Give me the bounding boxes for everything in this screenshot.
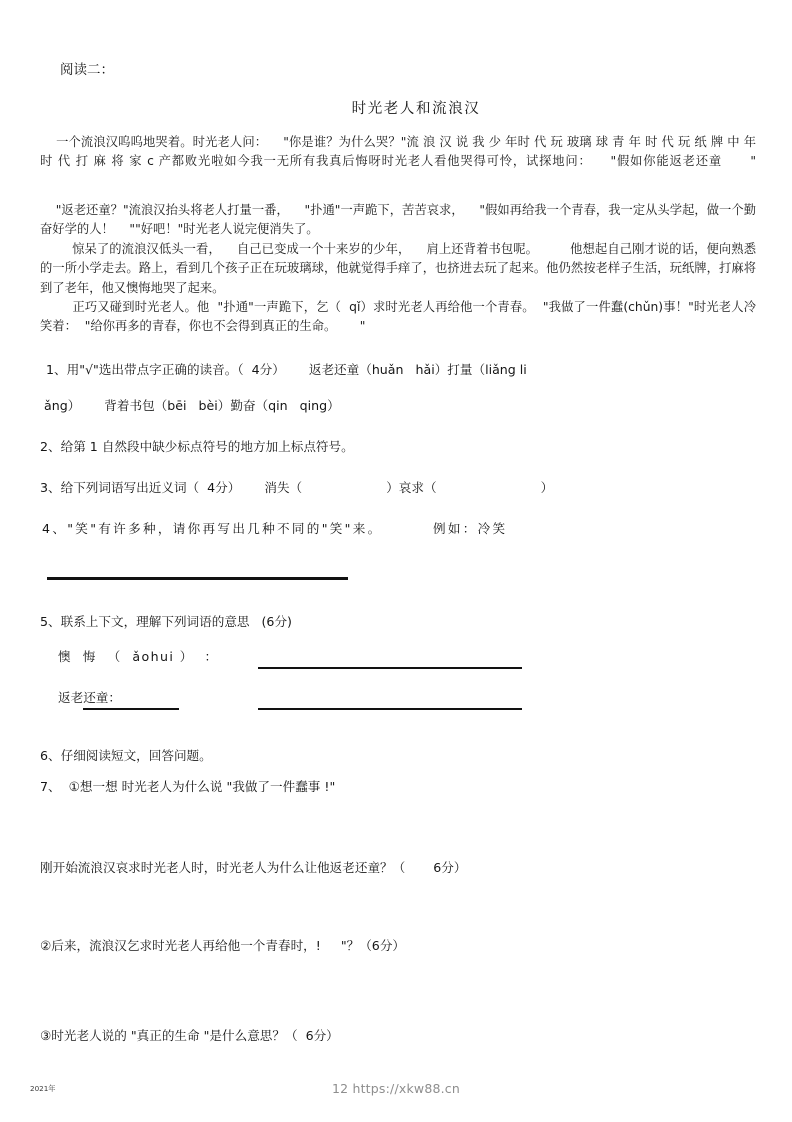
page-title: 时光老人和流浪汉 [351, 101, 481, 117]
question-7-sub-1: 刚开始流浪汉哀求时光老人时，时光老人为什么让他返老还童？（ 6分） [40, 860, 467, 875]
question-2: 2、给第 1 自然段中缺少标点符号的地方加上标点符号。 [40, 439, 354, 454]
answer-rule-question-5-item-2-right[interactable] [258, 708, 522, 710]
story-paragraph-1-text: 一个流浪汉呜呜地哭着。时光老人问： "你是谁？为什么哭？"流 浪 汉 说 我 少 年时 代 玩 玻璃 球 青 年 时 代 玩 纸 牌 中 年 时 代 打 麻 将 家 c 产都败光啦如今我一无所有我真后悔呀时光老人看他哭得可怜，试探地问： "假如你能返老还童 " [40, 135, 760, 169]
answer-rule-question-4[interactable] [47, 577, 348, 580]
question-1-line-1: 1、用"√"选出带点字正确的读音。（ 4分） 返老还童（huǎn hǎi）打量（liǎng li [46, 362, 527, 377]
story-paragraph-1 [40, 133, 760, 172]
answer-rule-question-5-item-2-left[interactable] [83, 708, 179, 710]
question-4: 4、"笑"有许多种，请你再写出几种不同的"笑"来。 例如：冷笑 [42, 521, 508, 536]
question-5-item-1-label: 懊 悔 （ ǎohui ） ： [58, 649, 219, 664]
question-6: 6、仔细阅读短文，回答问题。 [40, 748, 212, 763]
story-paragraph-4-text: 正巧又碰到时光老人。他 "扑通"一声跪下，乞（ qǐ）求时光老人再给他一个青春。 "我做了一件蠢(chǔn)事！"时光老人冷笑着： "给你再多的青春，你也不会得到真正的生命。 " [40, 300, 756, 334]
footer-watermark: 12 https://xkw88.cn [331, 1081, 461, 1096]
question-1-line-2: ǎng） 背着书包（bēi bèi）勤奋（qin qing） [44, 398, 340, 413]
story-paragraph-3-text: 惊呆了的流浪汉低头一看， 自己已变成一个十来岁的少年， 肩上还背着书包呢。 他想起自己刚才说的话，便向熟悉的一所小学走去。路上，看到几个孩子正在玩玻璃球，他就觉得手痒了，也挤进去玩了起来。他仍然按老样子生活，玩纸牌，打麻将 到了老年，他又懊悔地哭了起来。 [40, 242, 780, 295]
question-3: 3、给下列词语写出近义词（ 4分） 消失（ ）哀求（ ） [40, 480, 554, 495]
footer-year: 2021年 [30, 1084, 56, 1093]
answer-rule-question-5-item-1[interactable] [258, 667, 522, 669]
section-label: 阅读二： [60, 62, 114, 78]
story-paragraph-4 [40, 298, 756, 337]
story-paragraph-3 [40, 240, 780, 298]
question-5-item-2-label: 返老还童： [58, 690, 121, 705]
story-paragraph-2-text: "返老还童？"流浪汉抬头将老人打量一番， "扑通"一声跪下，苦苦哀求， "假如再给我一个青春，我一定从头学起，做一个勤奋好学的人！ ""好吧！"时光老人说完便消失了。 [40, 203, 756, 237]
question-5: 5、联系上下文，理解下列词语的意思 (6分) [40, 614, 292, 629]
question-7-sub-2: ②后来，流浪汉乞求时光老人再给他一个青春时，! "？（6分） [40, 938, 406, 953]
story-paragraph-2 [40, 201, 756, 240]
question-7: 7、 ①想一想 时光老人为什么说 "我做了一件蠢事 !" [40, 779, 336, 794]
question-7-sub-3: ③时光老人说的 "真正的生命 "是什么意思？（ 6分） [40, 1028, 339, 1043]
